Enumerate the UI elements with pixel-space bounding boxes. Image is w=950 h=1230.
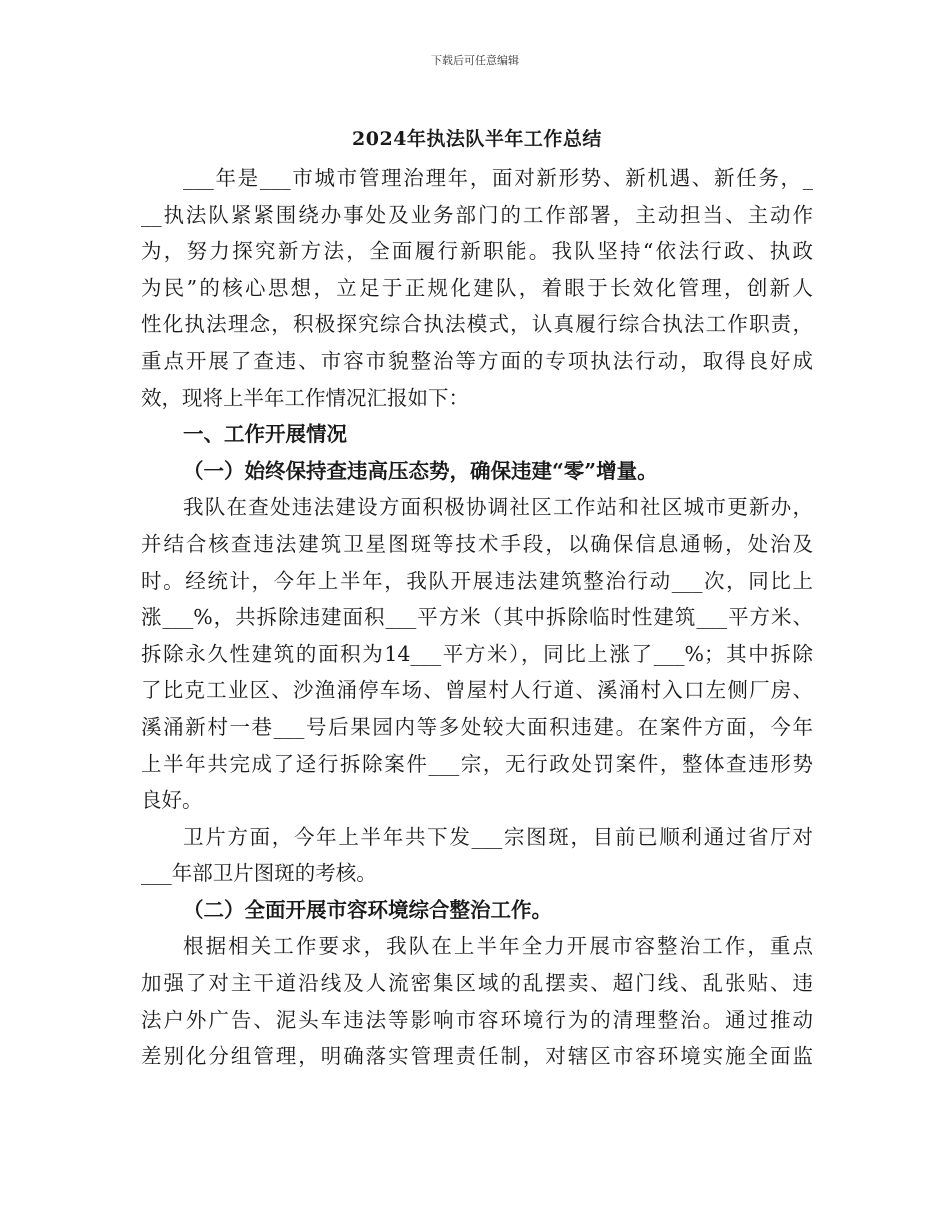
page-header-note: 下载后可任意编辑 (431, 54, 519, 67)
paragraph-line: 重点开展了查违、市容市貌整治等方面的专项执法行动，取得良好成 (141, 348, 813, 373)
paragraph-line: 为民”的核心思想，立足于正规化建队，着眼于长效化管理，创新人 (141, 275, 813, 300)
paragraph-line: 拆除永久性建筑的面积为14___平方米），同比上涨了___%；其中拆除 (141, 641, 813, 666)
paragraph-line: 了比克工业区、沙渔涌停车场、曾屋村人行道、溪涌村入口左侧厂房、 (141, 678, 813, 703)
section-heading: 一、工作开展情况 (183, 422, 347, 447)
paragraph-line: 并结合核查违法建筑卫星图斑等技术手段，以确保信息通畅，处治及 (141, 531, 813, 556)
paragraph-line: 根据相关工作要求，我队在上半年全力开展市容整治工作，重点 (183, 934, 813, 959)
paragraph-line: 法户外广告、泥头车违法等影响市容环境行为的清理整治。通过推动 (141, 1007, 813, 1032)
paragraph-line: 卫片方面，今年上半年共下发___宗图斑，目前已顺利通过省厅对 (183, 824, 813, 849)
section-heading: （二）全面开展市容环境综合整治工作。 (183, 897, 552, 922)
paragraph-line: 我队在查处违法建设方面积极协调社区工作站和社区城市更新办， (183, 495, 813, 520)
paragraph-line: 加强了对主干道沿线及人流密集区域的乱摆卖、超门线、乱张贴、违 (141, 971, 813, 996)
section-heading: （一）始终保持查违高压态势，确保违建“零”增量。 (183, 458, 658, 483)
paragraph-line: 效，现将上半年工作情况汇报如下： (141, 385, 469, 410)
paragraph-line: 涨___%，共拆除违建面积___平方米（其中拆除临时性建筑___平方米、 (141, 605, 813, 630)
paragraph-line: 上半年共完成了迳行拆除案件___宗，无行政处罚案件，整体查违形势 (141, 751, 813, 776)
paragraph-line: 差别化分组管理，明确落实管理责任制，对辖区市容环境实施全面监 (141, 1044, 813, 1069)
document-body (141, 122, 813, 1075)
document-title: 2024年执法队半年工作总结 (352, 128, 602, 150)
paragraph-line: 良好。 (141, 788, 203, 813)
document-text-lines (141, 160, 813, 1075)
paragraph-line: ___年是___市城市管理治理年，面对新形势、新机遇、新任务，_ (183, 166, 813, 190)
paragraph-line: 溪涌新村一巷___号后果园内等多处较大面积违建。在案件方面，今年 (141, 714, 813, 739)
paragraph-line: 性化执法理念，积极探究综合执法模式，认真履行综合执法工作职责， (141, 312, 813, 337)
paragraph-line: ___年部卫片图斑的考核。 (141, 861, 377, 886)
paragraph-line: 时。经统计，今年上半年，我队开展违法建筑整治行动___次，同比上 (141, 568, 813, 593)
paragraph-line: __执法队紧紧围绕办事处及业务部门的工作部署，主动担当、主动作 (141, 202, 813, 227)
paragraph-line: 为，努力探究新方法，全面履行新职能。我队坚持“依法行政、执政 (141, 239, 813, 264)
